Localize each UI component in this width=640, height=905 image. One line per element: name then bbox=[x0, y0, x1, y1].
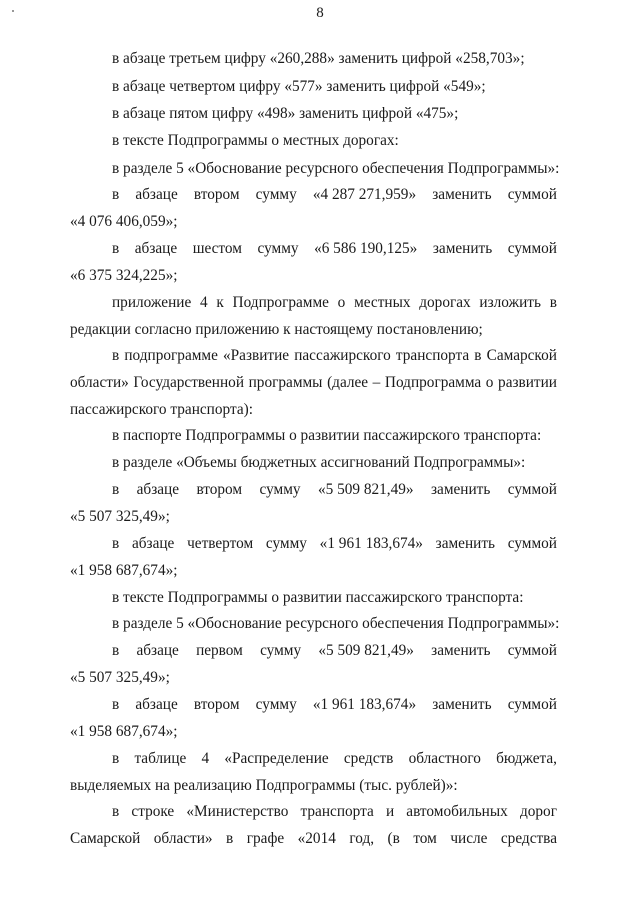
word: графе bbox=[246, 830, 285, 847]
word: сумму bbox=[255, 696, 297, 713]
word: первом bbox=[196, 642, 243, 659]
word: Самарской bbox=[486, 347, 557, 364]
word: втором bbox=[196, 481, 243, 498]
word: в bbox=[112, 803, 120, 820]
word: о bbox=[485, 374, 494, 391]
word: средства bbox=[500, 830, 557, 847]
word: заменить bbox=[430, 481, 491, 498]
text-line-29 bbox=[112, 802, 557, 822]
word: местных bbox=[354, 294, 411, 311]
text-line-14: пассажирского транспорта): bbox=[70, 401, 253, 418]
text-line-23 bbox=[112, 641, 557, 661]
word: «2014 bbox=[297, 830, 336, 847]
word: в bbox=[112, 750, 120, 767]
word: развитии bbox=[498, 374, 557, 391]
word: абзаце bbox=[136, 642, 179, 659]
word: сумму bbox=[257, 240, 299, 257]
text-line-17 bbox=[112, 480, 557, 500]
word: «Развитие bbox=[223, 347, 290, 364]
word: бюджета, bbox=[496, 750, 557, 767]
word: к bbox=[216, 294, 224, 311]
word: сумму bbox=[255, 186, 297, 203]
page-number: 8 bbox=[316, 5, 324, 21]
word: средств bbox=[343, 750, 394, 767]
text-line-19 bbox=[112, 534, 557, 554]
word: Государственной bbox=[133, 374, 245, 391]
word: шестом bbox=[192, 240, 242, 257]
word: заменить bbox=[432, 186, 492, 203]
text-line-4: в тексте Подпрограммы о местных дорогах: bbox=[112, 132, 399, 149]
word: и bbox=[385, 803, 395, 820]
word: (далее bbox=[327, 374, 369, 391]
word: сумму bbox=[265, 535, 307, 552]
word: год, bbox=[349, 830, 375, 847]
word: (в bbox=[387, 830, 400, 847]
word: абзаце bbox=[135, 696, 178, 713]
word: «5 509 821,49» bbox=[318, 642, 414, 659]
word: изложить bbox=[479, 294, 541, 311]
text-line-8 bbox=[112, 239, 557, 259]
word: абзаце bbox=[134, 240, 178, 257]
word: в bbox=[112, 347, 120, 364]
word: в bbox=[112, 481, 120, 498]
word: «1 961 183,674» bbox=[312, 696, 417, 713]
word: суммой bbox=[507, 481, 557, 498]
text-line-3: в абзаце пятом цифру «498» заменить цифрой «475»; bbox=[112, 105, 459, 122]
word: дорогах bbox=[419, 294, 471, 311]
word: о bbox=[337, 294, 346, 311]
word: втором bbox=[193, 696, 240, 713]
text-line-12 bbox=[112, 346, 557, 366]
text-line-16: в разделе «Объемы бюджетных ассигнований Подпрограммы»: bbox=[112, 454, 526, 471]
word: Самарской bbox=[70, 830, 141, 847]
word: программы bbox=[248, 374, 323, 391]
word: заменить bbox=[432, 240, 493, 257]
text-line-28: выделяемых на реализацию Подпрограммы (тыс. рублей)»: bbox=[70, 777, 458, 794]
word: втором bbox=[193, 186, 240, 203]
text-line-18: «5 507 325,49»; bbox=[70, 508, 170, 525]
word: сумму bbox=[259, 481, 301, 498]
text-line-27 bbox=[112, 749, 557, 769]
word: в bbox=[112, 186, 120, 203]
word: пассажирского bbox=[294, 347, 391, 364]
word: «1 961 183,674» bbox=[319, 535, 423, 552]
word: заменить bbox=[432, 696, 492, 713]
word: суммой bbox=[507, 535, 557, 552]
word: дорог bbox=[519, 803, 557, 820]
word: в bbox=[112, 535, 120, 552]
text-line-20: «1 958 687,674»; bbox=[70, 562, 178, 579]
word: – bbox=[372, 374, 381, 391]
text-line-13 bbox=[70, 373, 557, 393]
word: Подпрограмма bbox=[384, 374, 482, 391]
word: «5 509 821,49» bbox=[317, 481, 414, 498]
text-line-11: редакции согласно приложению к настоящему постановлению; bbox=[70, 321, 483, 338]
word: суммой bbox=[507, 642, 557, 659]
word: заменить bbox=[431, 642, 491, 659]
word: области» bbox=[153, 830, 213, 847]
word: подпрограмме bbox=[124, 347, 218, 364]
text-line-22: в разделе 5 «Обоснование ресурсного обеспечения Подпрограммы»: bbox=[112, 615, 560, 632]
text-line-7: «4 076 406,059»; bbox=[70, 213, 178, 230]
text-line-15: в паспорте Подпрограммы о развитии пассажирского транспорта: bbox=[112, 427, 542, 444]
word: приложение bbox=[112, 294, 192, 311]
word: транспорта bbox=[395, 347, 470, 364]
word: четвертом bbox=[187, 535, 254, 552]
text-line-30 bbox=[70, 829, 557, 849]
text-line-6 bbox=[112, 185, 557, 205]
word: абзаце bbox=[131, 535, 175, 552]
word: суммой bbox=[507, 240, 557, 257]
word: автомобильных bbox=[406, 803, 508, 820]
word: в bbox=[112, 696, 120, 713]
word: в bbox=[226, 830, 234, 847]
text-line-26: «1 958 687,674»; bbox=[70, 723, 178, 740]
text-line-9: «6 375 324,225»; bbox=[70, 267, 178, 284]
word: 4 bbox=[199, 294, 208, 311]
word: 4 bbox=[201, 750, 210, 767]
word: «Министерство bbox=[186, 803, 289, 820]
text-line-25 bbox=[112, 695, 557, 715]
word: сумму bbox=[260, 642, 302, 659]
word: области» bbox=[70, 374, 129, 391]
word: строке bbox=[131, 803, 175, 820]
word: в bbox=[474, 347, 482, 364]
word: таблице bbox=[134, 750, 187, 767]
text-line-10 bbox=[112, 293, 557, 313]
word: «4 287 271,959» bbox=[312, 186, 417, 203]
word: областного bbox=[408, 750, 481, 767]
word: том bbox=[413, 830, 437, 847]
text-line-24: «5 507 325,49»; bbox=[70, 669, 170, 686]
text-line-21: в тексте Подпрограммы о развитии пассажирского транспорта: bbox=[112, 589, 524, 606]
word: заменить bbox=[435, 535, 496, 552]
word: числе bbox=[450, 830, 488, 847]
word: в bbox=[112, 240, 120, 257]
word: транспорта bbox=[300, 803, 374, 820]
text-line-5: в разделе 5 «Обоснование ресурсного обеспечения Подпрограммы»: bbox=[112, 160, 560, 177]
word: «Распределение bbox=[224, 750, 329, 767]
word: Подпрограмме bbox=[232, 294, 329, 311]
word: «6 586 190,125» bbox=[314, 240, 418, 257]
word: в bbox=[112, 642, 120, 659]
text-line-1: в абзаце третьем цифру «260,288» заменить цифрой «258,703»; bbox=[112, 50, 525, 67]
word: абзаце bbox=[135, 186, 178, 203]
word: суммой bbox=[507, 696, 557, 713]
word: суммой bbox=[507, 186, 557, 203]
word: абзаце bbox=[136, 481, 180, 498]
word: в bbox=[549, 294, 557, 311]
text-line-2: в абзаце четвертом цифру «577» заменить цифрой «549»; bbox=[112, 78, 486, 95]
